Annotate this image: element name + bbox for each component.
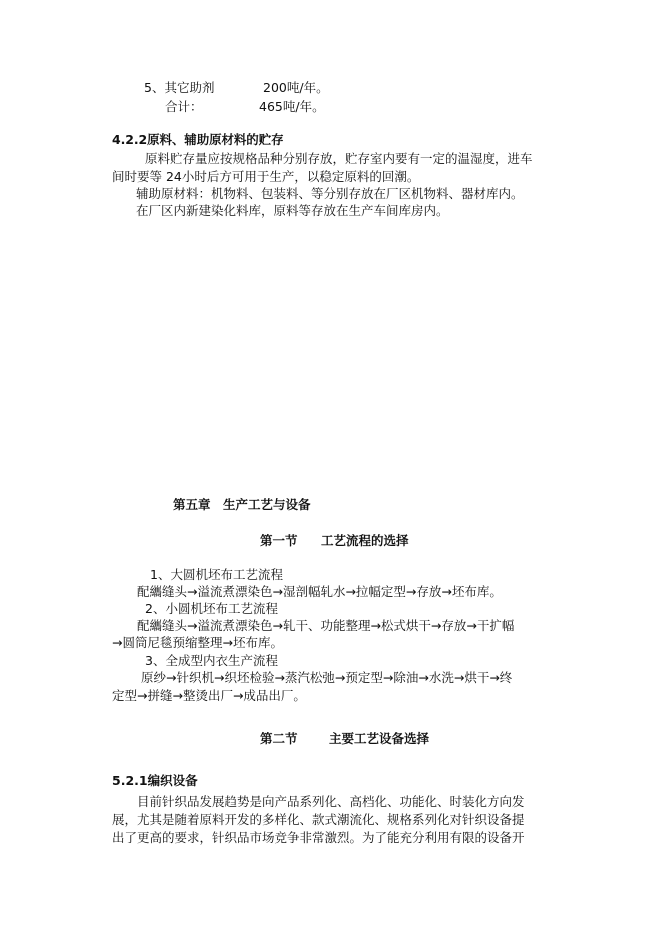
flow1-line1: 配纗缝头→溢流煮漂染色→湿剖幅轧水→拉幅定型→存放→坯布库。: [137, 584, 502, 599]
flow3-title: 3、全成型内衣生产流程: [145, 653, 278, 668]
s422-p3: 在厂区内新建染化料库，原料等存放在生产车间库房内。: [136, 203, 449, 218]
s422-p2: 辅助原材料：机物料、包装料、等分别存放在厂区机物料、器材库内。: [136, 186, 524, 201]
s521-line3: 出了更高的要求，针织品市场竞争非常激烈。为了能充分利用有限的设备开: [112, 830, 525, 845]
heading-5-2-1: 5.2.1编织设备: [112, 773, 198, 788]
flow2-title: 2、小圆机坯布工艺流程: [145, 601, 278, 616]
flow2-line2: →圆筒尼毯预缩整理→坯布库。: [112, 635, 283, 650]
s521-line1: 目前针织品发展趋势是向产品系列化、高档化、功能化、时装化方向发: [137, 794, 525, 809]
section2-title: 主要工艺设备选择: [329, 731, 430, 746]
s422-p1-line1: 原料贮存量应按规格品种分别存放，贮存室内要有一定的温湿度，进车: [145, 151, 533, 166]
materials-total-label: 合计：: [165, 99, 203, 114]
materials-total-value: 465吨/年。: [259, 99, 325, 114]
section2-label: 第二节: [260, 731, 298, 746]
section1-title: 工艺流程的选择: [321, 533, 409, 548]
s422-p1-line2: 间时要等 24小时后方可用于生产，以稳定原料的回潮。: [112, 169, 420, 184]
s521-line2: 展，尤其是随着原料开发的多样化、款式潮流化、规格系列化对针织设备提: [112, 812, 525, 827]
materials-item5: 5、其它助剂: [144, 80, 215, 95]
flow3-line2: 定型→拼缝→整烫出厂→成品出厂。: [112, 688, 306, 703]
flow3-line1: 原纱→针织机→织坯检验→蒸汽松弛→预定型→除油→水洗→烘干→终: [141, 670, 513, 685]
heading-4-2-2: 4.2.2原料、辅助原材料的贮存: [112, 132, 284, 147]
flow2-line1: 配纗缝头→溢流煮漂染色→轧干、功能整理→松式烘干→存放→干扩幅: [137, 618, 515, 633]
chapter5-title: 第五章 生产工艺与设备: [173, 497, 311, 512]
flow1-title: 1、大圆机坯布工艺流程: [150, 567, 283, 582]
materials-item5-value: 200吨/年。: [263, 80, 329, 95]
section1-label: 第一节: [260, 533, 298, 548]
